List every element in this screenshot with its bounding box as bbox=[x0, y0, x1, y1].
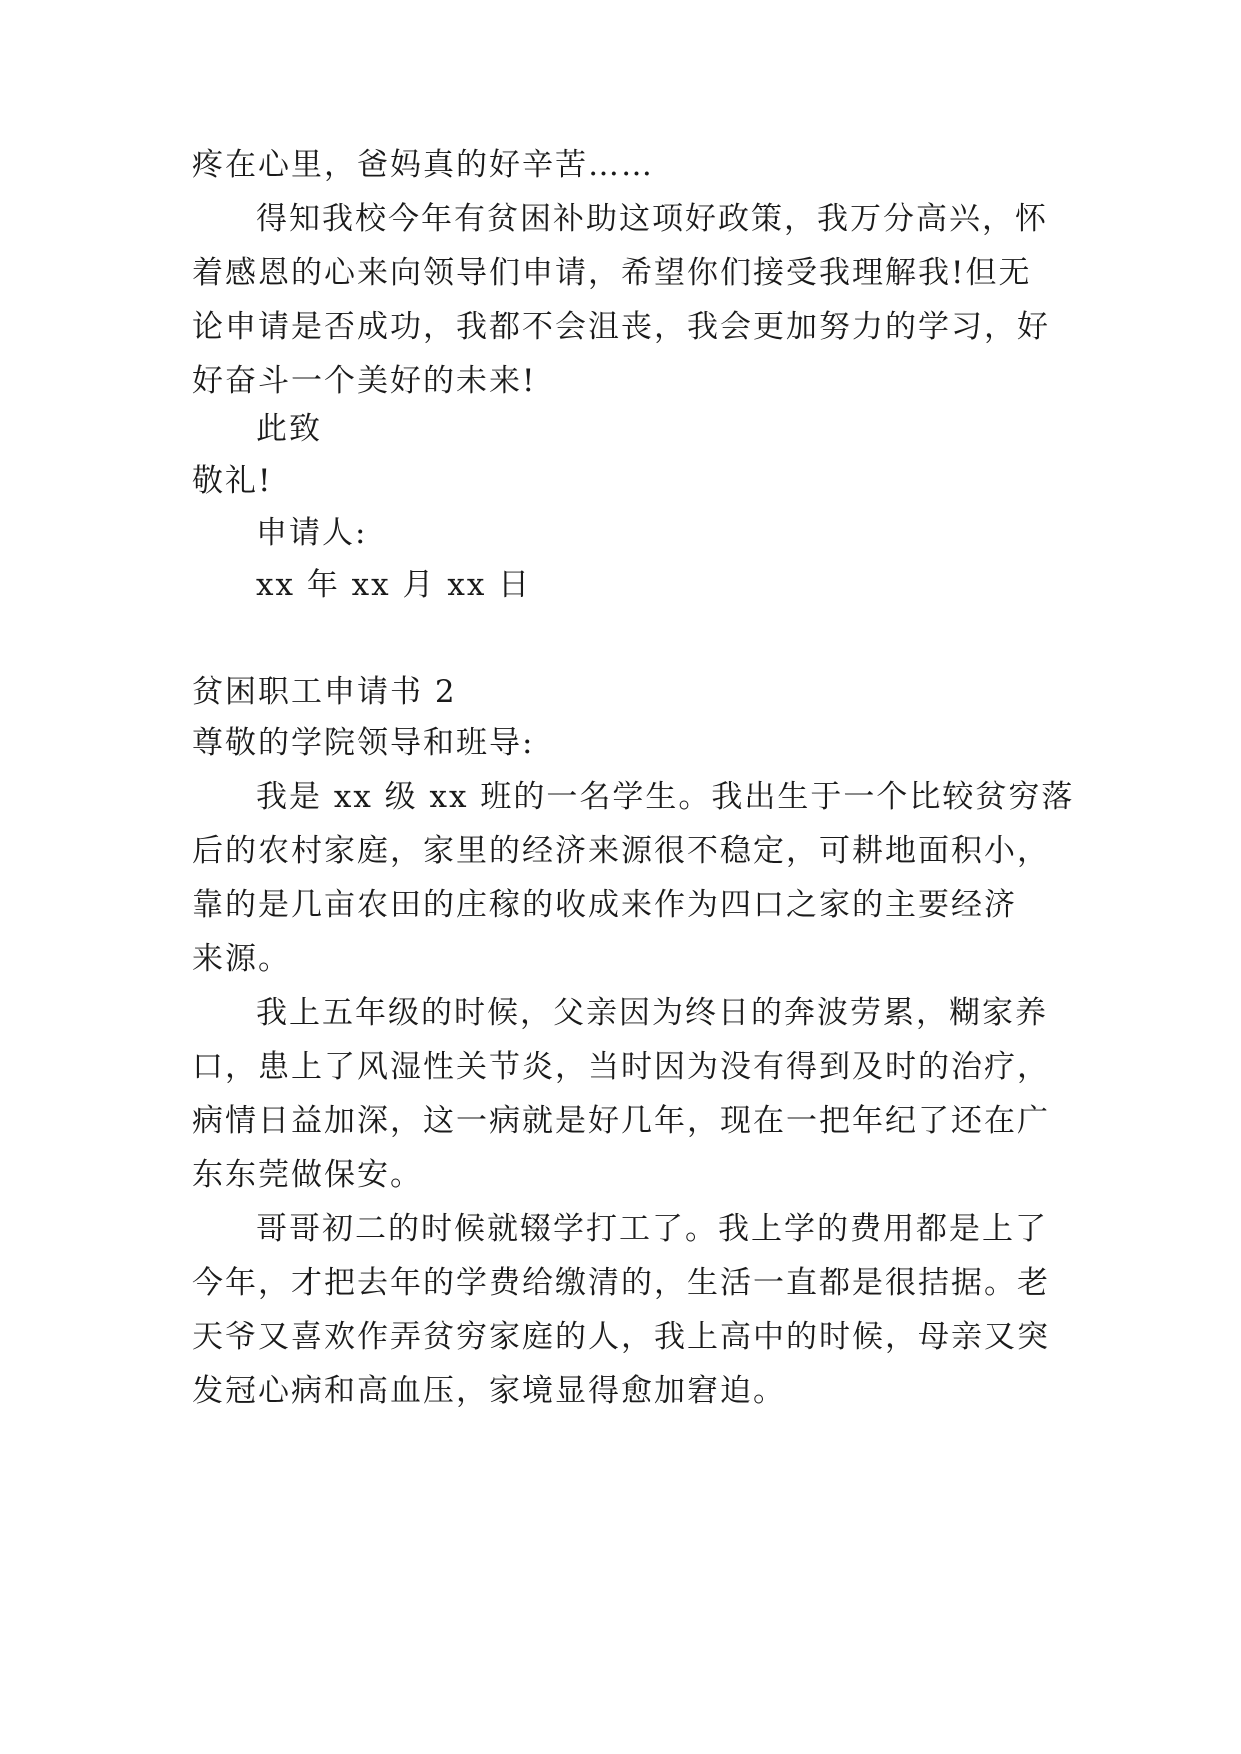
text-line: 靠的是几亩农田的庄稼的收成来作为四口之家的主要经济 bbox=[192, 887, 1017, 923]
text-line: 着感恩的心来向领导们申请，希望你们接受我理解我!但无 bbox=[192, 255, 1032, 291]
greeting: 尊敬的学院领导和班导: bbox=[192, 725, 535, 761]
text-line: 病情日益加深，这一病就是好几年，现在一把年纪了还在广 bbox=[192, 1103, 1050, 1139]
section-title: 贫困职工申请书 2 bbox=[192, 674, 457, 710]
applicant-label: 申请人: bbox=[256, 515, 368, 551]
date-line: xx 年 xx 月 xx 日 bbox=[256, 567, 532, 603]
paragraph-first-line: 我是 xx 级 xx 班的一名学生。我出生于一个比较贫穷落 bbox=[256, 779, 1075, 815]
text-line: 东东莞做保安。 bbox=[192, 1157, 423, 1193]
text-line: 好奋斗一个美好的未来! bbox=[192, 363, 537, 399]
paragraph-first-line: 哥哥初二的时候就辍学打工了。我上学的费用都是上了 bbox=[256, 1211, 1048, 1247]
text-line: 论申请是否成功，我都不会沮丧，我会更加努力的学习，好 bbox=[192, 309, 1050, 345]
paragraph-first-line: 得知我校今年有贫困补助这项好政策，我万分高兴，怀 bbox=[256, 201, 1048, 237]
salutation: 敬礼! bbox=[192, 463, 273, 499]
closing-phrase: 此致 bbox=[256, 411, 322, 447]
text-line: 发冠心病和高血压，家境显得愈加窘迫。 bbox=[192, 1373, 786, 1409]
text-line: 天爷又喜欢作弄贫穷家庭的人，我上高中的时候，母亲又突 bbox=[192, 1319, 1050, 1355]
text-line: 来源。 bbox=[192, 941, 291, 977]
text-line: 今年，才把去年的学费给缴清的，生活一直都是很拮据。老 bbox=[192, 1265, 1050, 1301]
text-line: 后的农村家庭，家里的经济来源很不稳定，可耕地面积小， bbox=[192, 833, 1050, 869]
text-line: 口，患上了风湿性关节炎，当时因为没有得到及时的治疗， bbox=[192, 1049, 1050, 1085]
paragraph-first-line: 我上五年级的时候，父亲因为终日的奔波劳累，糊家养 bbox=[256, 995, 1048, 1031]
text-line: 疼在心里，爸妈真的好辛苦…… bbox=[192, 147, 654, 183]
